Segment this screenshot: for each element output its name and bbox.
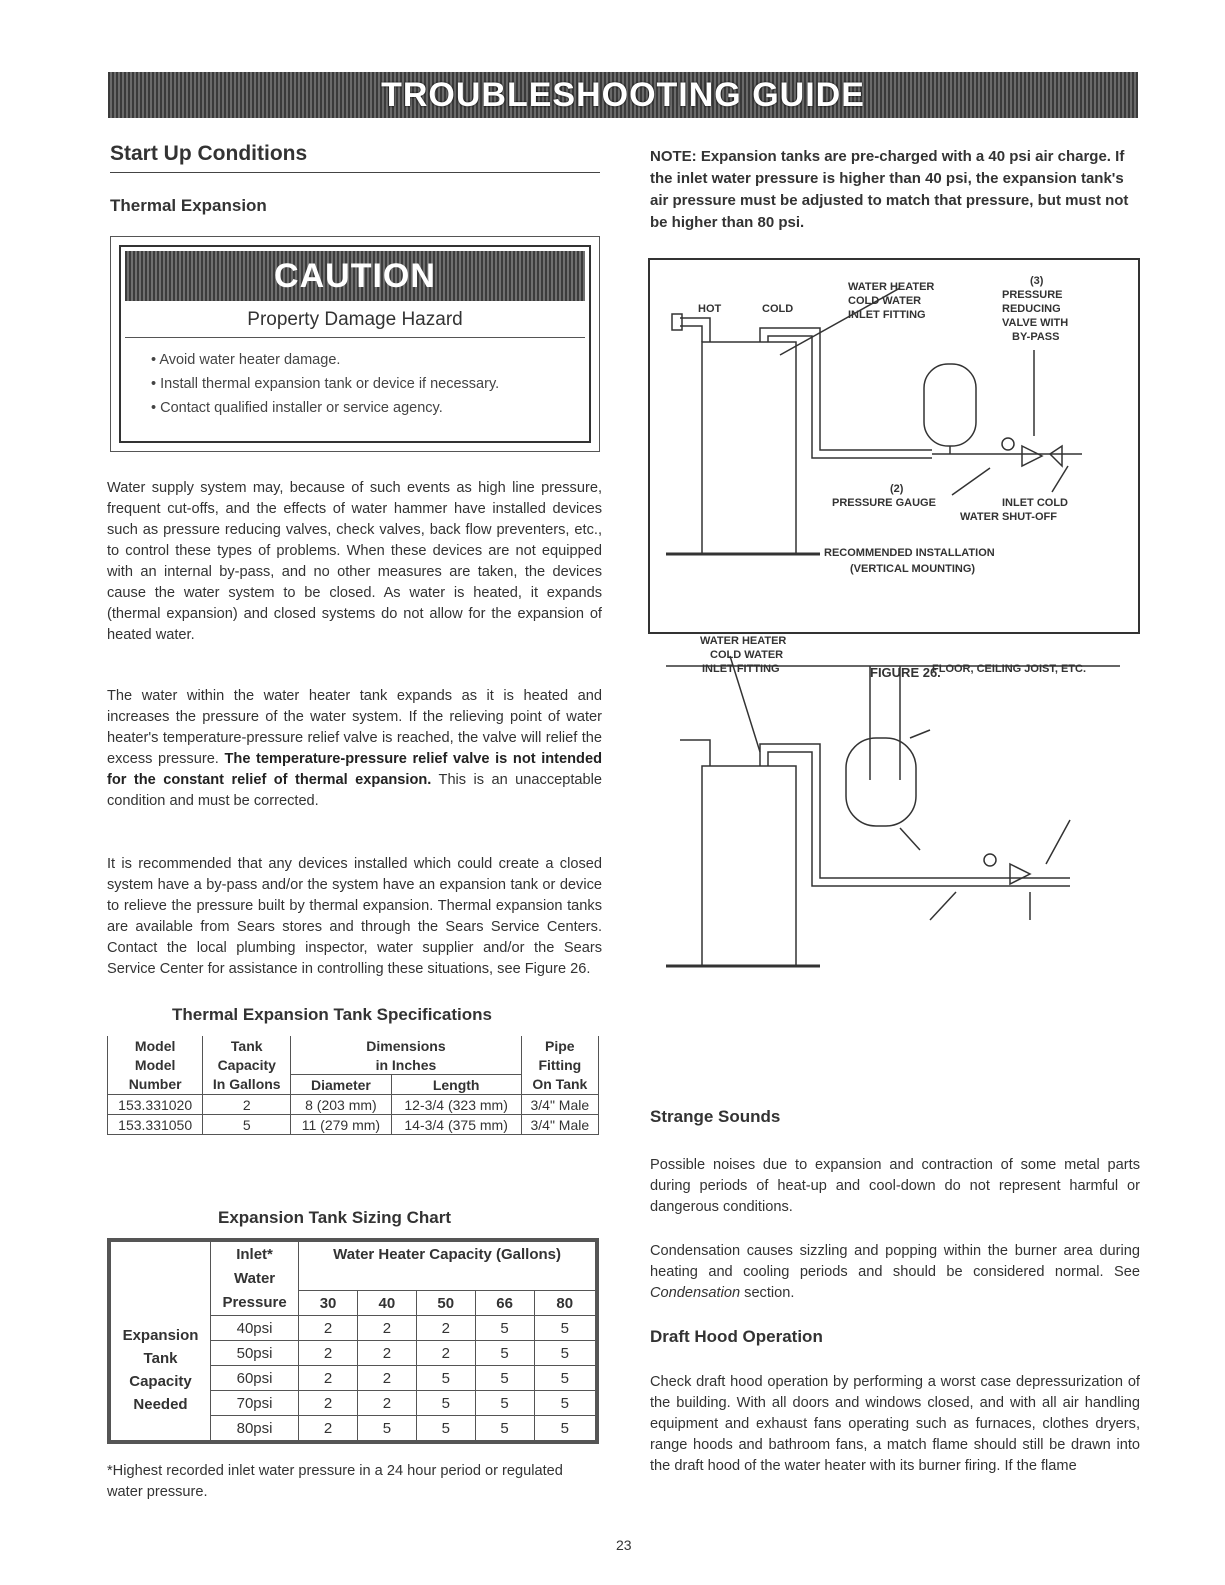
label-inlet-fitting: INLET FITTING — [702, 663, 780, 675]
sizing-chart-title: Expansion Tank Sizing Chart — [218, 1208, 451, 1227]
capacity-header-spacer — [299, 1266, 597, 1291]
table-cell: 5 — [416, 1366, 475, 1391]
caution-subheading: Property Damage Hazard — [125, 305, 585, 338]
header-pipe: On Tank — [521, 1075, 598, 1095]
header-diameter: Diameter — [291, 1075, 391, 1095]
table-cell: 2 — [299, 1416, 358, 1443]
capacity-col: 80 — [534, 1291, 597, 1316]
hot-pipe — [680, 318, 710, 342]
label-hot: HOT — [698, 303, 722, 315]
table-cell: 40psi — [211, 1316, 299, 1341]
note-paragraph: NOTE: Expansion tanks are pre-charged with a 40 psi air charge. If the inlet water pressure is higher than 40 psi, the expansion tank's air pressure must be adjusted to match that pressure, but must not be higher than 80 psi. — [650, 148, 1129, 231]
table-cell: 8 (203 mm) — [291, 1095, 391, 1115]
sizing-row-header: Expansion Tank Capacity Needed — [109, 1240, 211, 1442]
table-cell: 5 — [534, 1366, 597, 1391]
table-cell: 2 — [299, 1366, 358, 1391]
label-inlet-fitting: WATER HEATER — [700, 635, 787, 647]
caption-vertical: (VERTICAL MOUNTING) — [850, 563, 976, 575]
header-dimensions: Dimensions — [291, 1036, 521, 1055]
section-rule — [110, 172, 600, 173]
page-number: 23 — [616, 1537, 632, 1553]
header-capacity: In Gallons — [203, 1075, 291, 1095]
table-row — [108, 1095, 599, 1115]
table-cell: 5 — [475, 1416, 534, 1443]
table-cell: 5 — [534, 1341, 597, 1366]
caution-item: • Contact qualified installer or service agency. — [151, 396, 589, 420]
header-pipe: Pipe — [521, 1036, 598, 1055]
spec-table — [107, 1036, 599, 1135]
capacity-col: 40 — [357, 1291, 416, 1316]
header-capacity: Tank — [203, 1036, 291, 1055]
capacity-col: 30 — [299, 1291, 358, 1316]
table-cell: 5 — [203, 1115, 291, 1135]
label-prv: VALVE WITH — [1002, 317, 1069, 329]
water-heater-tank-bottom — [702, 766, 796, 966]
table-cell: 2 — [299, 1316, 358, 1341]
hot-pipe — [680, 326, 702, 342]
label-inlet-fitting: INLET FITTING — [848, 309, 926, 321]
paragraph-noises: Possible noises due to expansion and contraction of some metal parts during periods of heat-up and cool-down do not represent harmful or dangerous conditions. — [650, 1157, 1140, 1215]
table-cell: 2 — [299, 1391, 358, 1416]
paragraph-pressure-relief — [107, 686, 602, 812]
paragraph-text: The water within the water heater tank expands as it is heated and increases the pressure of the water system. If the relieving point of water heater's temperature-pressure relief valve is reached, the valve will relief the excess pressure. — [107, 688, 602, 767]
hot-fitting — [672, 314, 682, 330]
footnote: *Highest recorded inlet water pressure in a 24 hour period or regulated water pressure. — [107, 1463, 563, 1500]
table-cell: 5 — [357, 1416, 416, 1443]
table-cell: 5 — [475, 1391, 534, 1416]
paragraph-text: section. — [744, 1285, 795, 1301]
table-cell: 153.331050 — [108, 1115, 203, 1135]
table-cell: 2 — [203, 1095, 291, 1115]
table-cell: 5 — [534, 1416, 597, 1443]
paragraph-text: This is an unacceptable condition and must be corrected. — [107, 772, 602, 809]
header-capacity: Capacity — [203, 1055, 291, 1075]
caution-heading-bar — [125, 251, 585, 301]
table-cell: 14-3/4 (375 mm) — [391, 1115, 521, 1135]
capacity-col: 66 — [475, 1291, 534, 1316]
label-gauge: PRESSURE GAUGE — [832, 497, 936, 509]
spec-table-title: Thermal Expansion Tank Specifications — [172, 1005, 492, 1024]
subsection-title: Thermal Expansion — [110, 196, 267, 215]
table-cell: 80psi — [211, 1416, 299, 1443]
inlet-header: Pressure — [211, 1291, 299, 1316]
pressure-gauge-top — [1002, 438, 1014, 450]
table-cell: 153.331020 — [108, 1095, 203, 1115]
table-cell: 5 — [475, 1316, 534, 1341]
table-cell: 2 — [299, 1341, 358, 1366]
label-prv: REDUCING — [1002, 303, 1061, 315]
draft-hood-title: Draft Hood Operation — [650, 1327, 823, 1346]
table-cell: 2 — [357, 1366, 416, 1391]
table-cell: 70psi — [211, 1391, 299, 1416]
table-cell: 3/4" Male — [521, 1095, 598, 1115]
label-inlet-fitting: COLD WATER — [848, 295, 922, 307]
header-length: Length — [391, 1075, 521, 1095]
caution-heading: CAUTION — [274, 256, 436, 295]
table-cell: 5 — [475, 1341, 534, 1366]
label-shutoff: INLET COLD — [1002, 497, 1068, 509]
label-prv: PRESSURE — [1002, 289, 1063, 301]
table-cell: 5 — [534, 1391, 597, 1416]
section-title: Start Up Conditions — [110, 142, 308, 165]
banner-title: TROUBLESHOOTING GUIDE — [381, 75, 865, 114]
table-cell: 2 — [416, 1316, 475, 1341]
table-row — [108, 1115, 599, 1135]
label-gauge: (2) — [890, 483, 904, 495]
caution-item: • Install thermal expansion tank or device if necessary. — [151, 372, 589, 396]
label-inlet-fitting: COLD WATER — [710, 649, 784, 661]
caution-item: • Avoid water heater damage. — [151, 348, 589, 372]
table-cell: 5 — [416, 1391, 475, 1416]
table-cell: 11 (279 mm) — [291, 1115, 391, 1135]
label-floor: FLOOR, CEILING JOIST, ETC. — [932, 663, 1087, 675]
paragraph-closed-systems: Water supply system may, because of such events as high line pressure, frequent cut-offs, and the effects of water hammer have installed devices such as pressure reducing valves, check valves, back flow preventers, etc., to control these types of problems. When these devices are not equipped with an internal by-pass, and no other measures are taken, the devices cause the water system to be closed. As water is heated, it expands (thermal expansion) and closed systems do not allow for the expansion of heated water. — [107, 480, 602, 643]
table-cell: 2 — [357, 1316, 416, 1341]
expansion-tank-top — [924, 364, 976, 446]
paragraph-emphasis: Condensation — [650, 1285, 741, 1301]
paragraph-condensation — [650, 1241, 1140, 1304]
header-model: Model — [108, 1036, 203, 1055]
capacity-col: 50 — [416, 1291, 475, 1316]
table-cell: 60psi — [211, 1366, 299, 1391]
figure-caption: FIGURE 26. — [870, 665, 941, 680]
table-cell: 2 — [357, 1391, 416, 1416]
page-banner — [108, 72, 1138, 118]
label-shutoff: WATER SHUT-OFF — [960, 511, 1057, 523]
water-heater-tank-top — [702, 342, 796, 554]
paragraph-text: Condensation causes sizzling and popping within the burner area during heating and cooling periods and should be considered normal. See — [650, 1243, 1140, 1280]
label-inlet-fitting: WATER HEATER — [848, 281, 935, 293]
sizing-table — [107, 1238, 599, 1444]
label-cold: COLD — [762, 303, 794, 315]
table-cell: 2 — [357, 1341, 416, 1366]
table-cell: 2 — [416, 1341, 475, 1366]
paragraph-draft-hood: Check draft hood operation by performing a worst case depressurization of the building. With all doors and windows closed, and with all air handling equipment and exhaust fans operating such as furnaces, clothes dryers, range hoods and bathroom fans, a match flame should still be drawn into the draft hood of the water heater with its burner firing. If the flame — [650, 1374, 1140, 1474]
caption-vertical: RECOMMENDED INSTALLATION — [824, 547, 995, 559]
table-cell: 3/4" Male — [521, 1115, 598, 1135]
expansion-tank-bottom — [846, 738, 916, 826]
table-cell: 12-3/4 (323 mm) — [391, 1095, 521, 1115]
prv-valve-top — [1022, 446, 1042, 466]
header-dimensions: in Inches — [291, 1055, 521, 1075]
header-pipe: Fitting — [521, 1055, 598, 1075]
label-prv: (3) — [1030, 275, 1044, 287]
caution-box — [110, 236, 600, 452]
table-cell: 5 — [416, 1416, 475, 1443]
paragraph-recommendation: It is recommended that any devices installed which could create a closed system have a by-pass and/or the system have an expansion tank or device to relieve the pressure built by thermal expansion. Thermal expansion tanks are available from Sears stores and through the Sears Service Centers. Contact the local plumbing inspector, water supplier and/or the Sears Service Center for assistance in controlling these situations, see Figure 26. — [107, 856, 602, 977]
table-cell: 5 — [475, 1366, 534, 1391]
caution-list — [151, 348, 589, 420]
header-model: Model — [108, 1055, 203, 1075]
header-model: Number — [108, 1075, 203, 1095]
inlet-header: Inlet* — [211, 1240, 299, 1266]
capacity-header: Water Heater Capacity (Gallons) — [299, 1240, 597, 1266]
inlet-header: Water — [211, 1266, 299, 1291]
label-prv: BY-PASS — [1012, 331, 1060, 343]
paragraph-bold-warning: The temperature-pressure relief valve is not intended for the constant relief of thermal expansion. — [107, 751, 603, 788]
table-cell: 5 — [534, 1316, 597, 1341]
strange-sounds-title: Strange Sounds — [650, 1107, 781, 1126]
table-cell: 50psi — [211, 1341, 299, 1366]
